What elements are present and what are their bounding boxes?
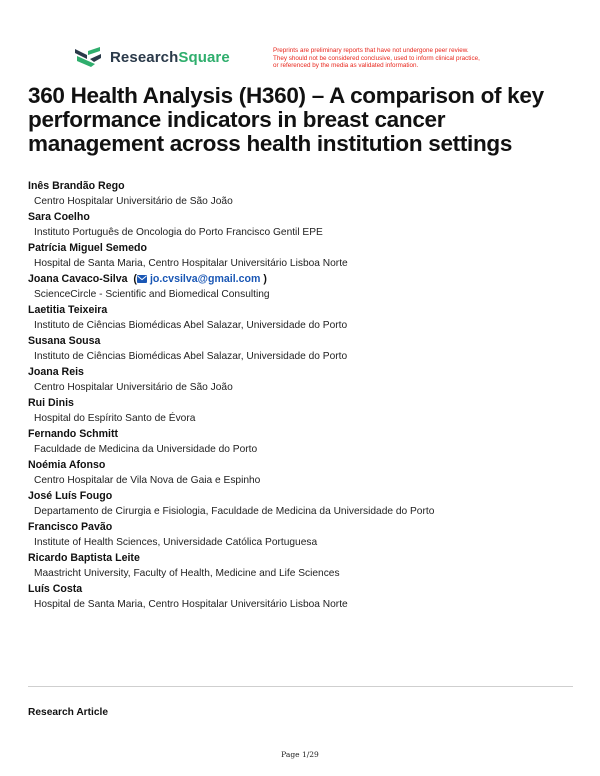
author-affiliation: Instituto Português de Oncologia do Porto Francisco Gentil EPE: [34, 227, 323, 238]
author-name-row: Joana Cavaco-Silva ( jo.cvsilva@gmail.com ): [28, 273, 267, 285]
author-name: Joana Cavaco-Silva: [28, 273, 128, 285]
author-name: Joana Reis: [28, 366, 84, 378]
research-square-logo[interactable]: [74, 46, 230, 68]
author-affiliation: Hospital do Espírito Santo de Évora: [34, 413, 196, 424]
author-name: Patrícia Miguel Semedo: [28, 242, 147, 254]
logo-accent: Square: [178, 48, 230, 66]
preprint-disclaimer: [273, 47, 543, 70]
author-affiliation: Centro Hospitalar Universitário de São João: [34, 382, 233, 393]
author-email: jo.cvsilva@gmail.com: [149, 273, 261, 285]
author-affiliation: Hospital de Santa Maria, Centro Hospitalar Universitário Lisboa Norte: [34, 599, 348, 610]
author-entry: [28, 459, 588, 487]
author-entry: [28, 521, 588, 549]
author-name: Rui Dinis: [28, 397, 74, 409]
author-name: Fernando Schmitt: [28, 428, 119, 440]
author-affiliation: Centro Hospitalar Universitário de São João: [34, 196, 233, 207]
envelope-icon: [137, 275, 147, 283]
author-entry: [28, 366, 588, 394]
logo-wordmark: [110, 49, 230, 66]
author-affiliation: Instituto de Ciências Biomédicas Abel Salazar, Universidade do Porto: [34, 351, 348, 362]
author-name: Susana Sousa: [28, 335, 101, 347]
author-name: Inês Brandão Rego: [28, 180, 125, 192]
author-name: Luís Costa: [28, 583, 83, 595]
disclaimer-line: They should not be considered conclusive, used to inform clinical practice,: [273, 54, 480, 62]
author-name: Ricardo Baptista Leite: [28, 552, 140, 564]
author-name: Francisco Pavão: [28, 521, 113, 533]
author-affiliation: Institute of Health Sciences, Universidade Católica Portuguesa: [34, 537, 318, 548]
author-email-link[interactable]: [137, 273, 260, 285]
author-name: Sara Coelho: [28, 211, 90, 223]
article-type: Research Article: [28, 707, 109, 718]
author-entry: [28, 490, 588, 518]
author-entry: [28, 304, 588, 332]
disclaimer-line: or referenced by the media as validated information.: [273, 62, 419, 70]
author-entry: [28, 211, 588, 239]
section-divider: [28, 686, 573, 687]
author-entry: [28, 180, 588, 208]
author-entry: [28, 397, 588, 425]
author-affiliation: Faculdade de Medicina da Universidade do Porto: [34, 444, 258, 455]
disclaimer-line: Preprints are preliminary reports that have not undergone peer review.: [273, 47, 469, 54]
author-affiliation: Hospital de Santa Maria, Centro Hospitalar Universitário Lisboa Norte: [34, 258, 348, 269]
author-entry: [28, 583, 588, 611]
author-entry-corresponding: [28, 273, 588, 301]
paper-title: 360 Health Analysis (H360) – A comparison of key performance indicators in breast cancer management across health institution settings: [28, 83, 544, 156]
author-affiliation: ScienceCircle - Scientific and Biomedical Consulting: [34, 289, 270, 300]
author-affiliation: Departamento de Cirurgia e Fisiologia, Faculdade de Medicina da Universidade do Porto: [34, 506, 435, 517]
author-name: Laetitia Teixeira: [28, 304, 108, 316]
page-number: Page 1/29: [281, 750, 319, 759]
author-list: [28, 180, 588, 614]
author-name: José Luís Fougo: [28, 490, 113, 502]
author-affiliation: Instituto de Ciências Biomédicas Abel Salazar, Universidade do Porto: [34, 320, 348, 331]
author-entry: [28, 335, 588, 363]
logo-name: Research: [110, 48, 179, 66]
author-affiliation: Centro Hospitalar de Vila Nova de Gaia e Espinho: [34, 475, 261, 486]
author-affiliation: Maastricht University, Faculty of Health, Medicine and Life Sciences: [34, 568, 340, 579]
author-entry: [28, 242, 588, 270]
author-entry: [28, 428, 588, 456]
research-square-logo-icon: [74, 46, 102, 68]
author-entry: [28, 552, 588, 580]
author-name: Noémia Afonso: [28, 459, 106, 471]
